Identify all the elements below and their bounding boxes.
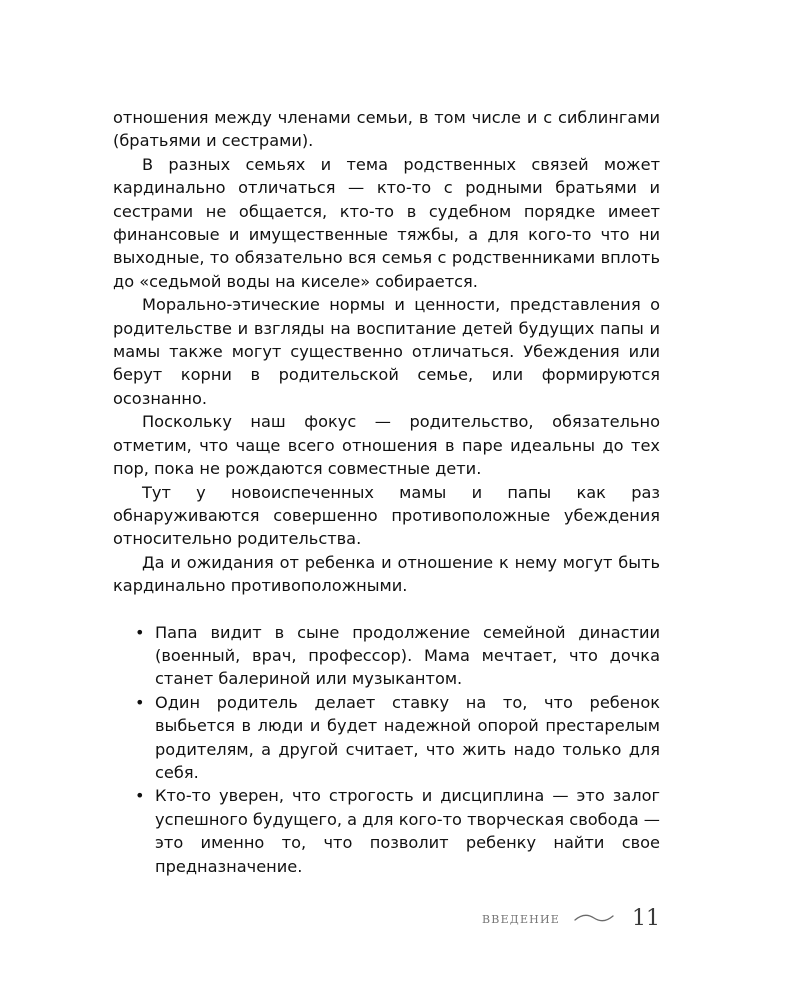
paragraph: отношения между членами семьи, в том числе и с сиблингами (братьями и сестрами). (113, 108, 660, 151)
bullet-icon: • (135, 692, 145, 712)
paragraph: Морально-этические нормы и ценности, представления о родительстве и взгляды на воспитание детей будущих папы и мамы также могут существенно отличаться. Убеждения или берут корни в родительской семье, или формируются осознанно. (113, 295, 660, 408)
section-title: введение (482, 909, 560, 927)
swash-ornament-icon (574, 911, 614, 925)
body-text (113, 106, 660, 878)
bullet-text: Один родитель делает ставку на то, что ребенок выбьется в люди и будет надежной опорой престарелым родителям, а другой считает, что жить надо только для себя. (155, 692, 660, 782)
bullet-item (135, 784, 660, 878)
bullet-text: Кто-то уверен, что строгость и дисциплина — это залог успешного будущего, а для кого-то творческая свобода — это именно то, что позволит ребенку найти свое предназначение. (155, 786, 660, 876)
paragraph: Тут у новоиспеченных мамы и папы как раз обнаруживаются совершенно противоположные убеждения относительно родительства. (113, 482, 660, 549)
paragraph: В разных семьях и тема родственных связей может кардинально отличаться — кто-то с родными братьями и сестрами не общается, кто-то в судебном порядке имеет финансовые и имущественные тяжбы, а для кого-то что ни выходные, то обязательно вся семья с родственниками вплоть до «седьмой воды на киселе» собирается. (113, 154, 660, 291)
paragraph: Поскольку наш фокус — родительство, обязательно отметим, что чаще всего отношения в паре идеальны до тех пор, пока не рождаются совместные дети. (113, 412, 660, 479)
paragraph: Да и ожидания от ребенка и отношение к нему могут быть кардинально противоположными. (113, 552, 660, 596)
page-number: 11 (632, 905, 660, 931)
bullet-text: Папа видит в сыне продолжение семейной династии (военный, врач, профессор). Мама мечтает, что дочка станет балериной или музыкантом. (155, 622, 660, 689)
bullet-item (135, 621, 660, 691)
bullet-icon: • (135, 786, 145, 806)
bullet-icon: • (135, 622, 145, 642)
bullet-list (113, 621, 660, 878)
page-footer (482, 898, 660, 938)
bullet-item (135, 691, 660, 785)
